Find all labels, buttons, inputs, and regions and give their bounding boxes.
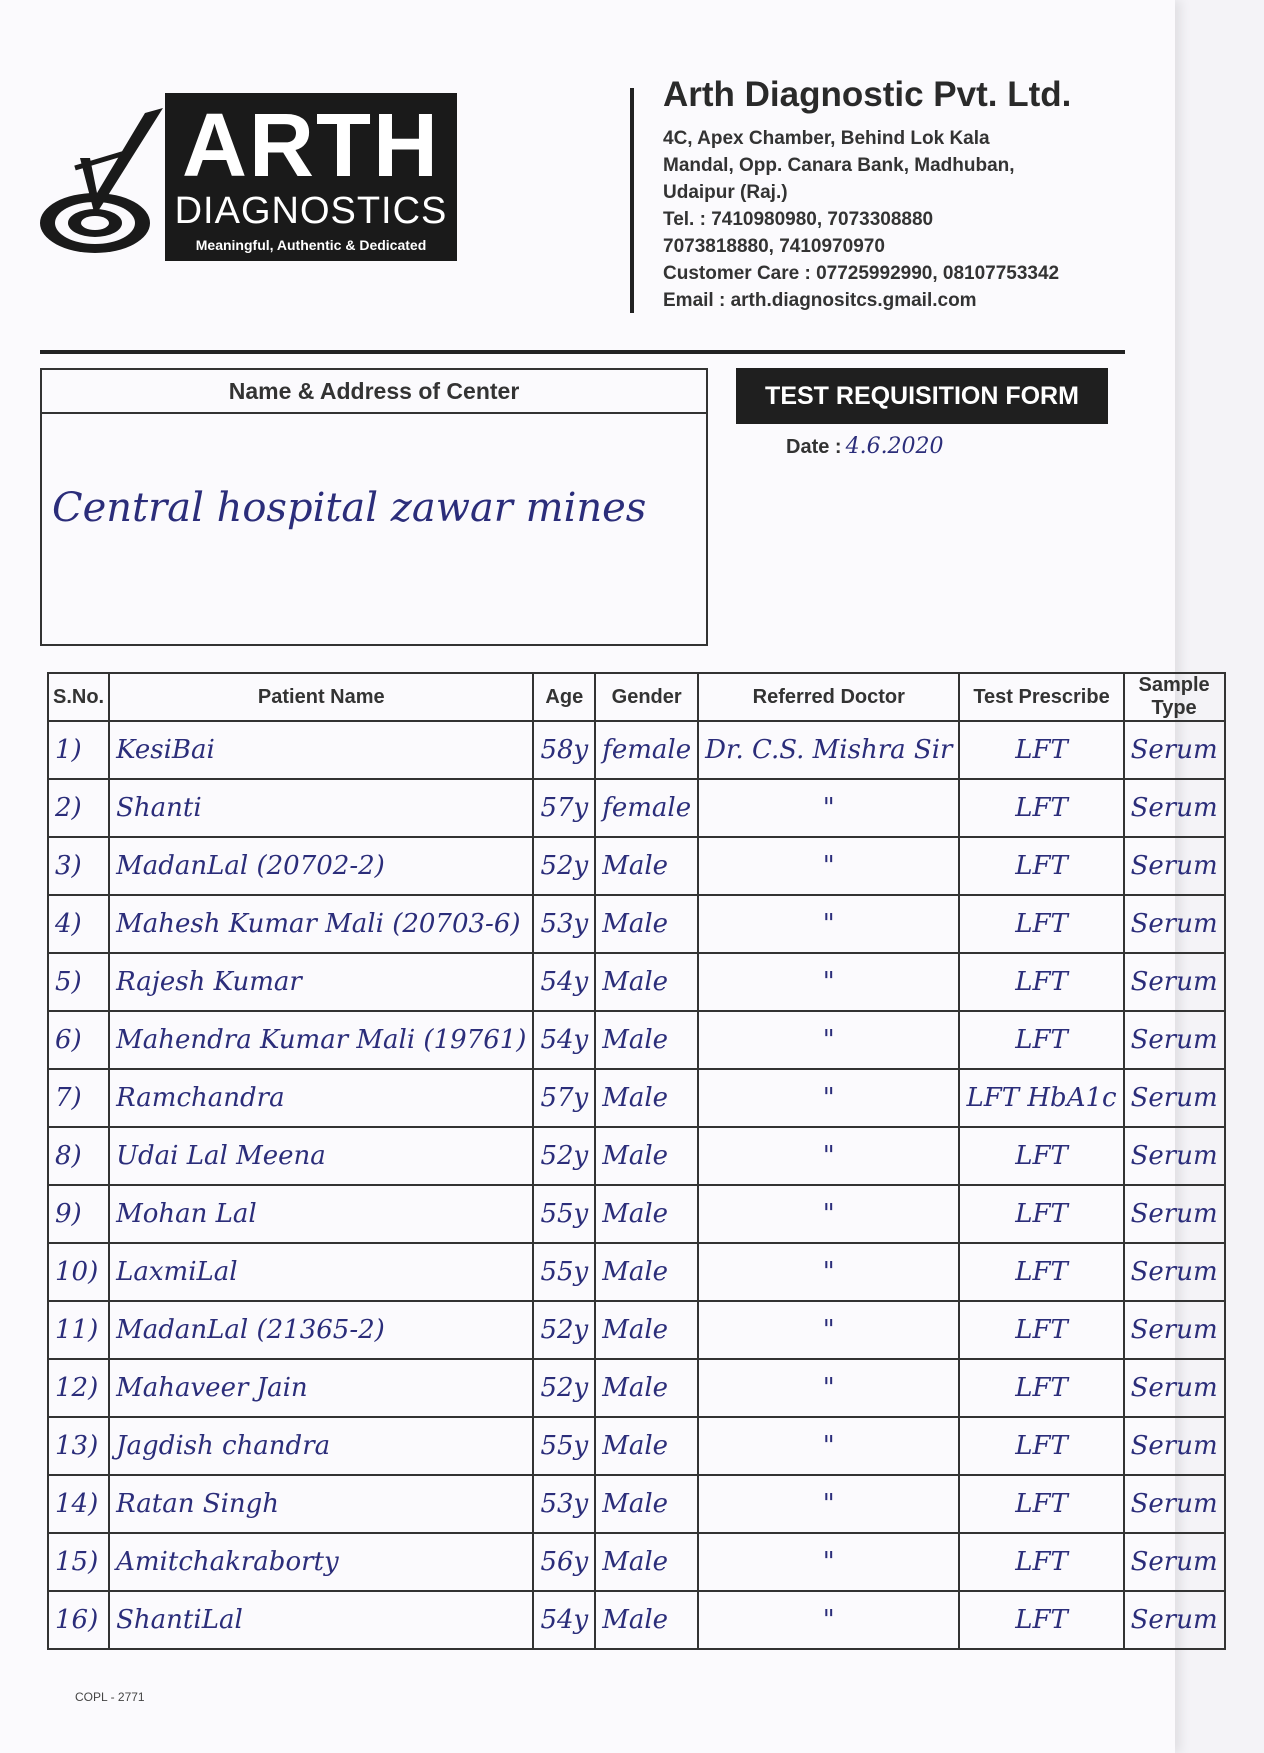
cell-age: 56y bbox=[533, 1533, 595, 1591]
cell-sno: 4) bbox=[48, 895, 109, 953]
cell-sno: 16) bbox=[48, 1591, 109, 1649]
cell-age: 55y bbox=[533, 1417, 595, 1475]
header-sno: S.No. bbox=[48, 673, 109, 721]
address-line-3: Udaipur (Raj.) bbox=[663, 182, 788, 203]
center-box bbox=[40, 368, 708, 646]
cell-referred-doctor: " bbox=[698, 1011, 959, 1069]
cell-referred-doctor: " bbox=[698, 1417, 959, 1475]
cell-patient-name: MadanLal (20702-2) bbox=[109, 837, 533, 895]
company-tel-2: 7073818880, 7410970970 bbox=[663, 236, 885, 257]
table-row bbox=[48, 1533, 1225, 1591]
cell-test: LFT bbox=[959, 779, 1123, 837]
table-header-row bbox=[48, 673, 1225, 721]
cell-sno: 15) bbox=[48, 1533, 109, 1591]
cell-age: 53y bbox=[533, 1475, 595, 1533]
cell-test: LFT bbox=[959, 1591, 1123, 1649]
header-test-prescribe: Test Prescribe bbox=[959, 673, 1123, 721]
cell-test: LFT bbox=[959, 1011, 1123, 1069]
cell-sno: 11) bbox=[48, 1301, 109, 1359]
cell-gender: Male bbox=[595, 1243, 698, 1301]
cell-test: LFT bbox=[959, 1301, 1123, 1359]
table-row bbox=[48, 1417, 1225, 1475]
cell-sample-type: Serum bbox=[1124, 1417, 1225, 1475]
company-tel: Tel. : 7410980980, 7073308880 bbox=[663, 209, 934, 230]
cell-gender: Male bbox=[595, 1011, 698, 1069]
cell-sample-type: Serum bbox=[1124, 1591, 1225, 1649]
cell-sno: 6) bbox=[48, 1011, 109, 1069]
cell-sample-type: Serum bbox=[1124, 1359, 1225, 1417]
company-info bbox=[663, 75, 1133, 314]
header-divider bbox=[630, 88, 634, 313]
cell-sno: 12) bbox=[48, 1359, 109, 1417]
cell-sample-type: Serum bbox=[1124, 779, 1225, 837]
cell-gender: Male bbox=[595, 1591, 698, 1649]
cell-referred-doctor: " bbox=[698, 895, 959, 953]
cell-test: LFT bbox=[959, 1127, 1123, 1185]
table-row bbox=[48, 779, 1225, 837]
header-gender: Gender bbox=[595, 673, 698, 721]
cell-age: 54y bbox=[533, 1591, 595, 1649]
cell-test: LFT bbox=[959, 1185, 1123, 1243]
cell-sample-type: Serum bbox=[1124, 837, 1225, 895]
table-row bbox=[48, 1243, 1225, 1301]
cell-patient-name: Jagdish chandra bbox=[109, 1417, 533, 1475]
cell-referred-doctor: " bbox=[698, 953, 959, 1011]
cell-sample-type: Serum bbox=[1124, 1069, 1225, 1127]
cell-gender: Male bbox=[595, 1069, 698, 1127]
table-row bbox=[48, 1475, 1225, 1533]
table-row bbox=[48, 1011, 1225, 1069]
cell-gender: female bbox=[595, 721, 698, 779]
cell-test: LFT bbox=[959, 721, 1123, 779]
cell-patient-name: Shanti bbox=[109, 779, 533, 837]
cell-patient-name: LaxmiLal bbox=[109, 1243, 533, 1301]
cell-gender: Male bbox=[595, 1301, 698, 1359]
cell-patient-name: Mahaveer Jain bbox=[109, 1359, 533, 1417]
cell-test: LFT bbox=[959, 1475, 1123, 1533]
cell-patient-name: Mahendra Kumar Mali (19761) bbox=[109, 1011, 533, 1069]
company-name: Arth Diagnostic Pvt. Ltd. bbox=[663, 75, 1072, 114]
header-rule bbox=[40, 350, 1125, 354]
target-check-icon bbox=[35, 98, 175, 258]
cell-referred-doctor: " bbox=[698, 1591, 959, 1649]
logo-tagline: Meaningful, Authentic & Dedicated bbox=[195, 237, 427, 253]
cell-referred-doctor: " bbox=[698, 837, 959, 895]
cell-age: 52y bbox=[533, 1359, 595, 1417]
cell-referred-doctor: Dr. C.S. Mishra Sir bbox=[698, 721, 959, 779]
cell-gender: Male bbox=[595, 1359, 698, 1417]
cell-sno: 8) bbox=[48, 1127, 109, 1185]
header-referred-doctor: Referred Doctor bbox=[698, 673, 959, 721]
table-row bbox=[48, 837, 1225, 895]
table-row bbox=[48, 953, 1225, 1011]
cell-age: 57y bbox=[533, 1069, 595, 1127]
cell-age: 52y bbox=[533, 1301, 595, 1359]
cell-age: 55y bbox=[533, 1185, 595, 1243]
cell-referred-doctor: " bbox=[698, 1475, 959, 1533]
logo bbox=[35, 88, 465, 268]
cell-age: 52y bbox=[533, 1127, 595, 1185]
cell-referred-doctor: " bbox=[698, 1185, 959, 1243]
table-row bbox=[48, 895, 1225, 953]
cell-patient-name: Udai Lal Meena bbox=[109, 1127, 533, 1185]
cell-gender: Male bbox=[595, 837, 698, 895]
cell-referred-doctor: " bbox=[698, 1359, 959, 1417]
cell-test: LFT HbA1c bbox=[959, 1069, 1123, 1127]
center-value: Central hospital zawar mines bbox=[52, 485, 647, 531]
cell-age: 54y bbox=[533, 953, 595, 1011]
patient-table bbox=[47, 672, 1226, 1650]
cell-referred-doctor: " bbox=[698, 1069, 959, 1127]
cell-sample-type: Serum bbox=[1124, 1533, 1225, 1591]
logo-subtitle: DIAGNOSTICS bbox=[174, 190, 448, 232]
cell-age: 57y bbox=[533, 779, 595, 837]
cell-patient-name: Ratan Singh bbox=[109, 1475, 533, 1533]
cell-test: LFT bbox=[959, 1359, 1123, 1417]
cell-referred-doctor: " bbox=[698, 1127, 959, 1185]
cell-patient-name: Rajesh Kumar bbox=[109, 953, 533, 1011]
cell-sample-type: Serum bbox=[1124, 721, 1225, 779]
form-title: TEST REQUISITION FORM bbox=[736, 368, 1108, 424]
cell-age: 53y bbox=[533, 895, 595, 953]
cell-test: LFT bbox=[959, 1417, 1123, 1475]
cell-test: LFT bbox=[959, 1243, 1123, 1301]
cell-sno: 7) bbox=[48, 1069, 109, 1127]
cell-test: LFT bbox=[959, 837, 1123, 895]
cell-patient-name: Ramchandra bbox=[109, 1069, 533, 1127]
cell-age: 54y bbox=[533, 1011, 595, 1069]
table-row bbox=[48, 1069, 1225, 1127]
cell-gender: Male bbox=[595, 1475, 698, 1533]
cell-sno: 1) bbox=[48, 721, 109, 779]
cell-referred-doctor: " bbox=[698, 1243, 959, 1301]
cell-test: LFT bbox=[959, 953, 1123, 1011]
cell-test: LFT bbox=[959, 895, 1123, 953]
table-row bbox=[48, 1359, 1225, 1417]
header-sample-type: Sample Type bbox=[1124, 673, 1225, 721]
cell-age: 52y bbox=[533, 837, 595, 895]
company-email: Email : arth.diagnositcs.gmail.com bbox=[663, 290, 977, 311]
company-customer-care: Customer Care : 07725992990, 08107753342 bbox=[663, 263, 1060, 284]
cell-sample-type: Serum bbox=[1124, 1243, 1225, 1301]
cell-gender: Male bbox=[595, 953, 698, 1011]
logo-brand: ARTH bbox=[182, 96, 440, 196]
cell-sample-type: Serum bbox=[1124, 953, 1225, 1011]
cell-sno: 13) bbox=[48, 1417, 109, 1475]
cell-sample-type: Serum bbox=[1124, 895, 1225, 953]
cell-patient-name: Mahesh Kumar Mali (20703-6) bbox=[109, 895, 533, 953]
table-row bbox=[48, 1127, 1225, 1185]
cell-sno: 14) bbox=[48, 1475, 109, 1533]
cell-sample-type: Serum bbox=[1124, 1185, 1225, 1243]
cell-gender: female bbox=[595, 779, 698, 837]
cell-age: 58y bbox=[533, 721, 595, 779]
cell-sno: 3) bbox=[48, 837, 109, 895]
cell-age: 55y bbox=[533, 1243, 595, 1301]
cell-sample-type: Serum bbox=[1124, 1475, 1225, 1533]
table-row bbox=[48, 1301, 1225, 1359]
cell-gender: Male bbox=[595, 1417, 698, 1475]
date-label: Date : bbox=[786, 436, 842, 458]
cell-patient-name: MadanLal (21365-2) bbox=[109, 1301, 533, 1359]
cell-patient-name: Amitchakraborty bbox=[109, 1533, 533, 1591]
cell-gender: Male bbox=[595, 1533, 698, 1591]
cell-sample-type: Serum bbox=[1124, 1127, 1225, 1185]
date-value: 4.6.2020 bbox=[845, 434, 944, 459]
table-row bbox=[48, 1591, 1225, 1649]
cell-referred-doctor: " bbox=[698, 1533, 959, 1591]
cell-sno: 2) bbox=[48, 779, 109, 837]
address-line-1: 4C, Apex Chamber, Behind Lok Kala bbox=[663, 128, 990, 149]
logo-box bbox=[165, 93, 457, 261]
header-age: Age bbox=[533, 673, 595, 721]
date-field bbox=[786, 434, 944, 459]
cell-referred-doctor: " bbox=[698, 1301, 959, 1359]
table-row bbox=[48, 1185, 1225, 1243]
header-patient-name: Patient Name bbox=[109, 673, 533, 721]
cell-patient-name: ShantiLal bbox=[109, 1591, 533, 1649]
cell-patient-name: Mohan Lal bbox=[109, 1185, 533, 1243]
cell-sno: 9) bbox=[48, 1185, 109, 1243]
cell-sno: 10) bbox=[48, 1243, 109, 1301]
center-title: Name & Address of Center bbox=[42, 370, 706, 414]
cell-patient-name: KesiBai bbox=[109, 721, 533, 779]
cell-sample-type: Serum bbox=[1124, 1011, 1225, 1069]
cell-referred-doctor: " bbox=[698, 779, 959, 837]
cell-gender: Male bbox=[595, 895, 698, 953]
cell-gender: Male bbox=[595, 1185, 698, 1243]
address-line-2: Mandal, Opp. Canara Bank, Madhuban, bbox=[663, 155, 1015, 176]
cell-gender: Male bbox=[595, 1127, 698, 1185]
cell-sno: 5) bbox=[48, 953, 109, 1011]
table-row bbox=[48, 721, 1225, 779]
form-code: COPL - 2771 bbox=[75, 1690, 145, 1704]
cell-test: LFT bbox=[959, 1533, 1123, 1591]
cell-sample-type: Serum bbox=[1124, 1301, 1225, 1359]
